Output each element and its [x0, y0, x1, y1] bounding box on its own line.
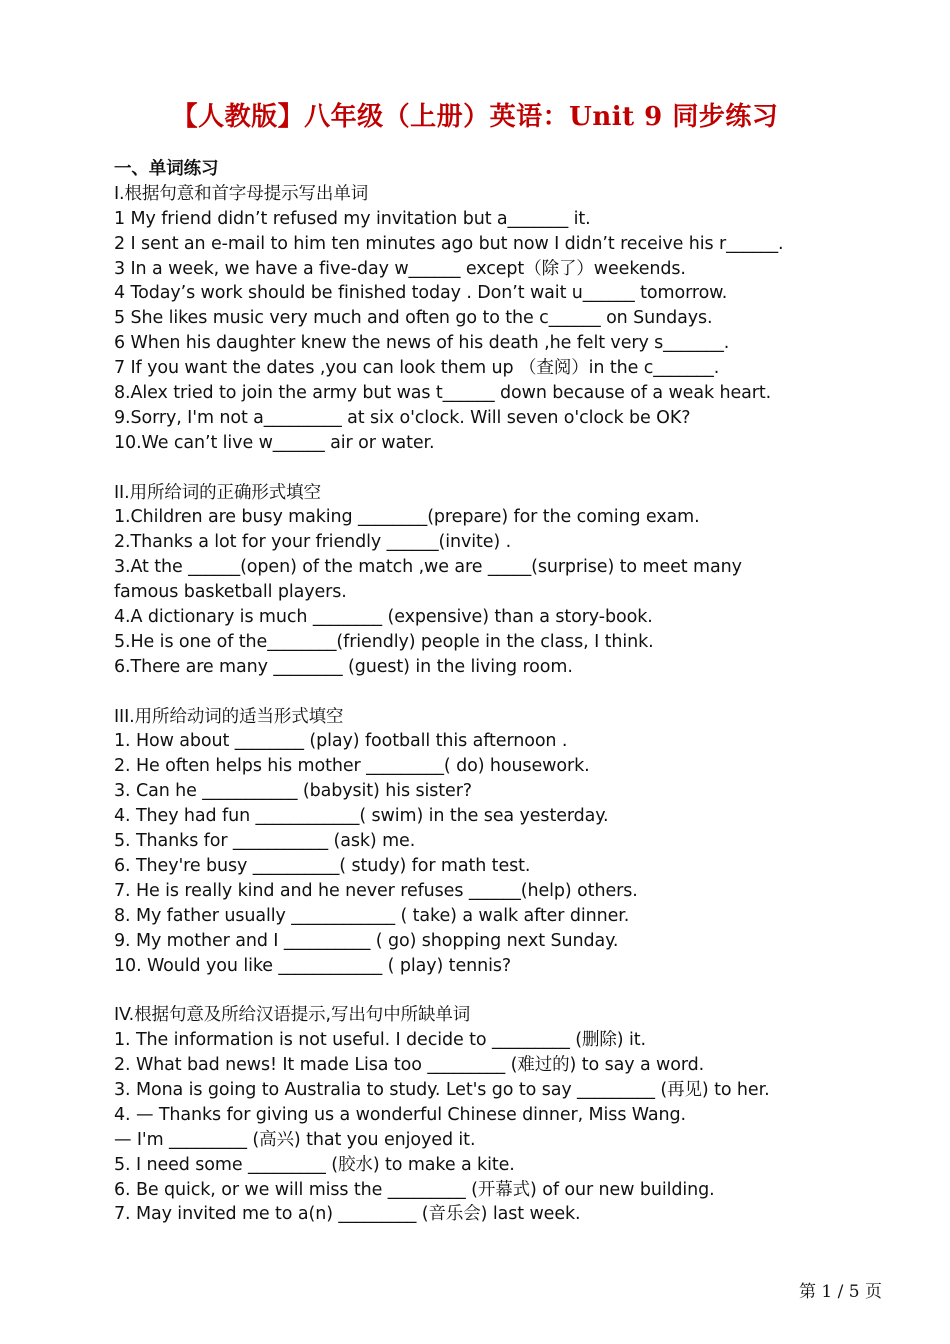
exercise-line: 3 In a week, we have a five-day w______ except（除了）weekends.: [114, 258, 686, 279]
exercise-line: 2.Thanks a lot for your friendly ______(invite) .: [114, 532, 512, 553]
exercise-line: 8. My father usually ____________ ( take) a walk after dinner.: [114, 905, 630, 926]
exercise-line: III.用所给动词的适当形式填空: [114, 706, 344, 727]
exercise-line: 4. — Thanks for giving us a wonderful Chinese dinner, Miss Wang.: [114, 1104, 686, 1125]
exercise-line: II.用所给词的正确形式填空: [114, 482, 321, 503]
page-number: 第 1 / 5 页: [799, 1282, 882, 1302]
exercise-line: 10. Would you like ____________ ( play) tennis?: [114, 955, 512, 976]
exercise-line: — I'm _________ (高兴) that you enjoyed it.: [114, 1129, 476, 1150]
exercise-line: 4.A dictionary is much ________ (expensive) than a story-book.: [114, 607, 653, 628]
exercise-line: 3.At the ______(open) of the match ,we are _____(surprise) to meet many: [114, 557, 742, 578]
exercise-line: I.根据句意和首字母提示写出单词: [114, 183, 369, 204]
exercise-line: 5. I need some _________ (胶水) to make a kite.: [114, 1154, 515, 1175]
exercise-line: 2 I sent an e-mail to him ten minutes ago but now I didn’t receive his r______.: [114, 233, 784, 254]
exercise-line: IV.根据句意及所给汉语提示,写出句中所缺单词: [114, 1005, 471, 1026]
exercise-line: 6.There are many ________ (guest) in the living room.: [114, 656, 573, 677]
exercise-line: 10.We can’t live w______ air or water.: [114, 432, 435, 453]
section-heading: 一、单词练习: [114, 159, 219, 179]
exercise-line: 4 Today’s work should be finished today . Don’t wait u______ tomorrow.: [114, 283, 728, 304]
exercise-line: 9. My mother and I __________ ( go) shopping next Sunday.: [114, 930, 619, 951]
exercise-line: 7. He is really kind and he never refuses ______(help) others.: [114, 880, 638, 901]
exercise-line: 5. Thanks for ___________ (ask) me.: [114, 831, 416, 852]
exercise-line: 4. They had fun ____________( swim) in the sea yesterday.: [114, 806, 609, 827]
exercise-line: famous basketball players.: [114, 582, 347, 603]
exercise-line: 3. Can he ___________ (babysit) his sister?: [114, 781, 472, 802]
blank-line: [114, 680, 914, 705]
exercise-line: 3. Mona is going to Australia to study. Let's go to say _________ (再见) to her.: [114, 1079, 770, 1100]
exercise-line: 6 When his daughter knew the news of his death ,he felt very s_______.: [114, 333, 730, 354]
exercise-line: 7. May invited me to a(n) _________ (音乐会) last week.: [114, 1204, 581, 1225]
exercise-line: 1.Children are busy making ________(prepare) for the coming exam.: [114, 507, 700, 528]
exercise-line: 5.He is one of the________(friendly) people in the class, I think.: [114, 631, 654, 652]
blank-line: [114, 456, 914, 481]
exercise-line: 2. What bad news! It made Lisa too _________ (难过的) to say a word.: [114, 1055, 705, 1076]
exercise-line: 2. He often helps his mother _________( do) housework.: [114, 756, 590, 777]
exercise-line: 1. How about ________ (play) football this afternoon .: [114, 731, 568, 752]
exercise-line: 6. They're busy __________( study) for math test.: [114, 855, 531, 876]
exercise-line: 1 My friend didn’t refused my invitation but a_______ it.: [114, 208, 591, 229]
exercise-body: [114, 157, 914, 1227]
exercise-line: 8.Alex tried to join the army but was t______ down because of a weak heart.: [114, 383, 772, 404]
exercise-line: 7 If you want the dates ,you can look them up （查阅）in the c_______.: [114, 358, 720, 379]
exercise-line: 1. The information is not useful. I decide to _________ (删除) it.: [114, 1030, 646, 1051]
blank-line: [114, 978, 914, 1003]
exercise-line: 9.Sorry, I'm not a_________ at six o'clock. Will seven o'clock be OK?: [114, 407, 691, 428]
exercise-line: 5 She likes music very much and often go to the c______ on Sundays.: [114, 308, 713, 329]
exercise-line: 6. Be quick, or we will miss the _________ (开幕式) of our new building.: [114, 1179, 715, 1200]
document-title: 【人教版】八年级（上册）英语：Unit 9 同步练习: [171, 102, 779, 132]
